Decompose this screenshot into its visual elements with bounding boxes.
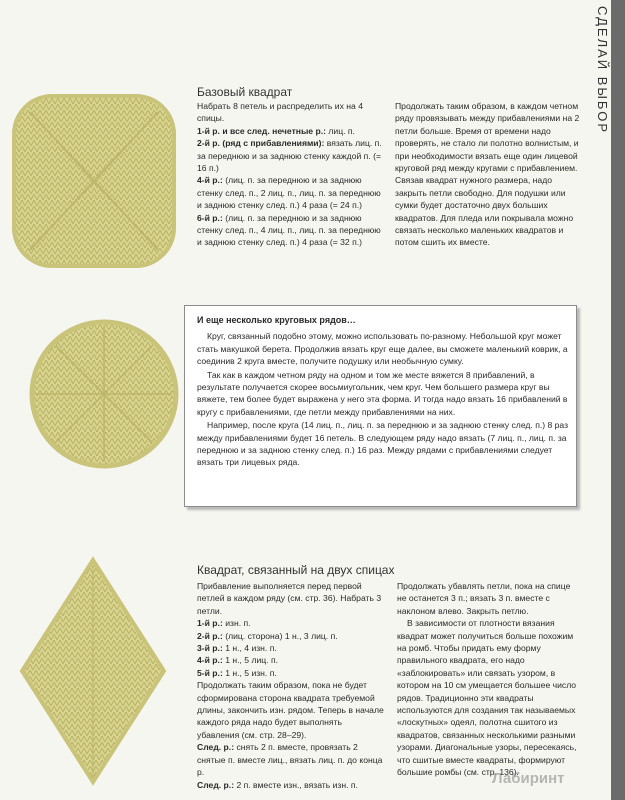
two-needle-intro: Прибавление выполняется перед первой петлей в каждом ряду (см. стр. 36). Набрать 3 петли. <box>197 581 382 616</box>
rounds-note-paragraph: Так как в каждом четном ряду на одном и том же месте вяжется 8 прибавлений, в результате получается скорее восьмиугольник, чем круг. Чем большего размера круг вы вяжете, тем более будет выражена у него эта форма. И тогда надо вязать 16 прибавлений в кругу с прибавлениями, где петли между прибавлениями на них. <box>197 369 568 417</box>
knit-diamond-image <box>18 556 168 786</box>
watermark-logo: Лабиринт <box>492 770 565 787</box>
basic-row-6: 6-й р.: (лиц. п. за переднюю и за заднюю стенку след. п., 4 лиц. п., лиц. п. за переднюю и заднюю стенку след. п.) 4 раза (= 32 п.) <box>197 212 381 248</box>
two-needle-continue: Продолжать таким образом, пока не будет сформирована сторона квадрата требуемой длины, закончить изн. рядом. Теперь в начале каждого ряда надо будет выполнять убавления (см. стр. 28–29). <box>197 680 384 740</box>
section-label: СДЕЛАЙ ВЫБОР <box>595 6 610 135</box>
two-needle-row: 1-й р.: изн. п. <box>197 618 251 629</box>
rounds-note-paragraph: Например, после круга (14 лиц. п., лиц. п. за переднюю и за заднюю стенку след. п.) 8 раз между прибавлениями будет 16 петель. В следующем ряду надо вязать (7 лиц. п., лиц. п. за переднюю и за заднюю стенку след. п.) 16 раз. Между рядами с прибавлениями следует вязать три лицевых ряда. <box>197 420 569 468</box>
knit-circle-image <box>28 318 180 470</box>
rounds-note-box <box>184 305 577 507</box>
two-needle-next-row: След. р.: 2 п. вместе изн., вязать изн. п. <box>197 779 358 790</box>
basic-square-title: Базовый квадрат <box>197 85 293 99</box>
two-needle-row: 4-й р.: 1 н., 5 лиц. п. <box>197 655 278 666</box>
two-needle-row: 2-й р.: (лиц. сторона) 1 н., 3 лиц. п. <box>197 630 338 641</box>
edge-bar <box>611 0 625 800</box>
two-needle-right-p2: В зависимости от плотности вязания квадрат может получиться больше похожим на ромб. Чтобы придать ему форму правильного квадрата, его надо «заблокировать» или связать узором, в котором на 10 см умещается большее число рядов. Традиционно эти квадраты используются для создания так называемых «лоскутных» одеял, полотна сшитого из квадратов, связанных несколькими разными узорами. Диагональные узоры, пересекаясь, что сшитые вместе квадраты, формируют большие ромбы (см. стр. 136). <box>397 618 577 778</box>
two-needle-right-text <box>397 580 581 779</box>
knit-square-image <box>10 92 178 270</box>
basic-row-4: 4-й р.: (лиц. п. за переднюю и за заднюю стенку след. п., 2 лиц. п., лиц. п. за переднюю и заднюю стенку след. п.) 4 раза (= 24 п.) <box>197 175 381 211</box>
two-needle-right-p1: Продолжать убавлять петли, пока на спице не останется 3 п.; вязать 3 п. вместе с наклоном влево. Закрыть петлю. <box>397 581 571 616</box>
two-needle-next-row: След. р.: снять 2 п. вместе, провязать 2 снятые п. вместе лиц., вязать лиц. п. до конца р. <box>197 742 383 778</box>
rounds-note-heading: И еще несколько круговых рядов… <box>197 315 356 325</box>
basic-row-1: 1-й р. и все след. нечетные р.: лиц. п. <box>197 125 355 136</box>
rounds-note-paragraph: Круг, связанный подобно этому, можно использовать по-разному. Небольшой круг может стать макушкой берета. Продолжив вязать круг еще далее, вы сможете маленький коврик, а соединив 2 круга вместе, получите подушку или необычную сумку. <box>197 331 568 367</box>
basic-square-left-text <box>197 100 383 249</box>
basic-row-2: 2-й р. (ряд с прибавлениями): вязать лиц. п. за переднюю и за заднюю стенку каждой п. (= 16 п.) <box>197 138 382 174</box>
basic-square-right-text: Продолжать таким образом, в каждом четном ряду провязывать между прибавлениями на 2 петли больше. Время от времени надо проверять, не стало ли полотно волнистым, и при необходимости вязать еще один лицевой круговой ряд между кругами с прибавлением. Связав квадрат нужного размера, надо закрыть петли свободно. Для подушки или сумки будет достаточно двух больших квадратов. Для пледа или покрывала можно связать несколько маленьких квадратов и потом сшить их вместе. <box>395 101 580 248</box>
two-needle-title: Квадрат, связанный на двух спицах <box>197 563 395 577</box>
two-needle-left-text <box>197 580 385 791</box>
two-needle-row: 3-й р.: 1 н., 4 изн. п. <box>197 643 277 654</box>
basic-square-intro: Набрать 8 петель и распределить их на 4 спицы. <box>197 101 363 124</box>
two-needle-row: 5-й р.: 1 н., 5 изн. п. <box>197 667 277 678</box>
